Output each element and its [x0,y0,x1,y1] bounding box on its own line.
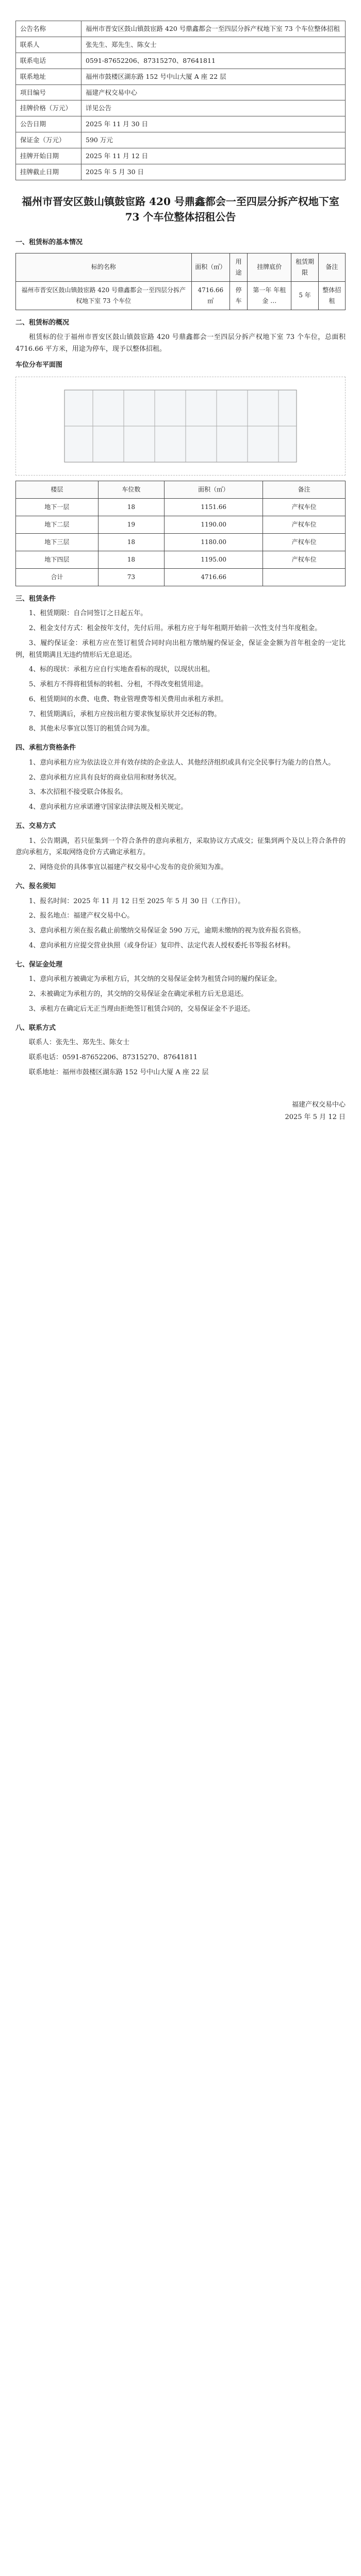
table-cell: 第一年 年租金 … [248,281,291,310]
signature-date: 2025 年 5 月 12 日 [285,1113,346,1122]
table-cell: 5 年 [291,281,318,310]
table-cell: 1190.00 [165,516,263,533]
clause-paragraph: 2、租金支付方式：租金按年支付，先付后用。承租方应于每年租期开始前一次性支付当年度租金。 [29,624,322,632]
meta-value: 2025 年 5 月 30 日 [81,164,346,180]
meta-row [16,164,346,180]
meta-key: 挂牌截止日期 [16,164,81,180]
meta-key: 联系地址 [16,69,81,84]
meta-key: 联系人 [16,37,81,53]
meta-row [16,37,346,53]
table-cell: 18 [98,498,164,516]
clause-paragraph: 联系人：张先生、郑先生、陈女士 [29,1039,130,1047]
column-header: 挂牌底价 [248,253,291,281]
clause-paragraph: 1、意向承租方应为依法设立并有效存续的企业法人、其他经济组织或具有完全民事行为能力的自然人。 [29,758,335,767]
meta-value: 福建产权交易中心 [81,84,346,100]
clause-paragraph: 2、未被确定为承租方的，其交纳的交易保证金在确定承租方后无息退还。 [29,990,248,998]
column-header: 车位数 [98,481,164,498]
table-cell: 整体招租 [318,281,345,310]
column-header: 租赁期限 [291,253,318,281]
table-cell: 合计 [16,568,99,586]
meta-row [16,69,346,84]
table-cell: 福州市晋安区鼓山镇鼓宦路 420 号鼎鑫都会一至四层分拆产权地下室 73 个车位 [16,281,192,310]
table-cell: 产权车位 [263,516,346,533]
table-cell: 停车 [230,281,248,310]
table-cell: 地下一层 [16,498,99,516]
meta-key: 公告名称 [16,21,81,37]
meta-key: 项目编号 [16,84,81,100]
column-header: 楼层 [16,481,99,498]
column-header: 面积（㎡） [191,253,230,281]
plan-heading: 车位分布平面图 [15,361,63,369]
table-cell: 19 [98,516,164,533]
table-cell [263,568,346,586]
meta-table [15,21,346,180]
clause-paragraph: 1、报名时间：2025 年 11 月 12 日至 2025 年 5 月 30 日（工作日）。 [29,897,245,905]
meta-key: 挂牌价格（万元） [16,100,81,116]
meta-row [16,53,346,69]
section-heading: 六、报名须知 [15,882,56,890]
clause-paragraph: 6、租赁期间的水费、电费、物业管理费等相关费用由承租方承担。 [29,695,228,703]
signature-org: 福建产权交易中心 [291,1100,346,1109]
signature-block [15,1099,346,1124]
meta-key: 公告日期 [16,116,81,132]
meta-key: 保证金（万元） [16,132,81,148]
section-heading: 四、承租方资格条件 [15,744,76,752]
clause-paragraph: 1、意向承租方被确定为承租方后，其交纳的交易保证金转为租赁合同的履约保证金。 [29,975,282,984]
page-title: 福州市晋安区鼓山镇鼓宦路 420 号鼎鑫都会一至四层分拆产权地下室 73 个车位整体招租公告 [22,195,339,223]
meta-row [16,21,346,37]
table-row [16,551,346,568]
column-header: 备注 [263,481,346,498]
table-cell: 地下三层 [16,533,99,551]
clause-paragraph: 3、承租方在确定后无正当理由拒绝签订租赁合同的，交易保证金不予退还。 [29,1005,255,1013]
clause-paragraph: 4、标的现状：承租方应自行实地查看标的现状，以现状出租。 [29,666,215,674]
section-heading: 五、交易方式 [15,822,56,830]
clause-paragraph: 5、承租方不得将租赁标的转租、分租，不得改变租赁用途。 [29,681,208,688]
meta-value: 福州市鼓楼区湖东路 152 号中山大厦 A 座 22 层 [81,69,346,84]
meta-value: 福州市晋安区鼓山镇鼓宦路 420 号鼎鑫都会一至四层分拆产权地下室 73 个车位整体招租 [81,21,346,37]
column-header: 用途 [230,253,248,281]
meta-value: 0591-87652206、87315270、87641811 [81,53,346,69]
clause-paragraph: 3、履约保证金：承租方应在签订租赁合同时向出租方缴纳履约保证金，保证金金额为首年租金的一定比例，租赁期满且无违约情形后无息退还。 [15,639,346,659]
clause-paragraph: 4、意向承租方应提交营业执照（或身份证）复印件、法定代表人授权委托书等报名材料。 [29,941,295,950]
table-cell: 4716.66 ㎡ [191,281,230,310]
floor-plan-image [15,377,346,476]
section-heading: 一、租赁标的基本情况 [15,238,83,246]
table-cell: 1195.00 [165,551,263,568]
table-cell: 1180.00 [165,533,263,551]
section-heading: 二、租赁标的概况 [15,318,70,327]
section-heading: 七、保证金处理 [15,960,63,969]
table-cell: 产权车位 [263,498,346,516]
table-row [16,533,346,551]
section-heading: 三、租赁条件 [15,595,56,603]
column-header: 面积（㎡） [165,481,263,498]
clause-paragraph: 3、意向承租方须在报名截止前缴纳交易保证金 590 万元，逾期未缴纳的视为放弃报名资格。 [29,927,305,935]
table-row [16,498,346,516]
clause-paragraph: 8、其他未尽事宜以签订的租赁合同为准。 [29,725,154,733]
clause-paragraph: 2、报名地点：福建产权交易中心。 [29,912,134,920]
meta-row [16,116,346,132]
clause-paragraph: 7、租赁期满后，承租方应按出租方要求恢复原状并交还标的物。 [29,710,221,718]
column-header: 标的名称 [16,253,192,281]
meta-key: 挂牌开始日期 [16,148,81,164]
meta-value: 详见公告 [81,100,346,116]
announcement-page [15,0,346,1145]
column-header: 备注 [318,253,345,281]
clause-paragraph: 1、租赁期限：自合同签订之日起五年。 [29,609,147,618]
table-cell: 4716.66 [165,568,263,586]
floor-plan-svg [62,387,299,465]
meta-row [16,84,346,100]
clause-paragraph: 联系电话：0591-87652206、87315270、87641811 [29,1054,198,1061]
clause-paragraph: 1、公告期满，若只征集到一个符合条件的意向承租方，采取协议方式成交；征集到两个及以上符合条件的意向承租方，采取网络竞价方式确定承租方。 [15,837,346,857]
table-row [16,516,346,533]
table-cell: 18 [98,533,164,551]
total-row [16,568,346,586]
meta-value: 张先生、郑先生、陈女士 [81,37,346,53]
meta-row [16,132,346,148]
table-cell: 产权车位 [263,551,346,568]
clause-paragraph: 4、意向承租方应承诺遵守国家法律法规及相关规定。 [29,803,188,811]
table-cell: 1151.66 [165,498,263,516]
table-cell: 73 [98,568,164,586]
floor-table [15,481,346,586]
meta-value: 2025 年 11 月 30 日 [81,116,346,132]
table-cell: 地下二层 [16,516,99,533]
lease-table [15,253,346,310]
clause-paragraph: 3、本次招租不接受联合体报名。 [29,788,127,796]
table-cell: 18 [98,551,164,568]
clause-paragraph: 2、网络竞价的具体事宜以福建产权交易中心发布的竞价须知为准。 [29,863,228,871]
overview-paragraph: 租赁标的位于福州市晋安区鼓山镇鼓宦路 420 号鼎鑫都会一至四层分拆产权地下室 73 个车位，总面积 4716.66 平方米，用途为停车，现予以整体招租。 [15,333,346,353]
meta-key: 联系电话 [16,53,81,69]
meta-row [16,100,346,116]
table-cell: 产权车位 [263,533,346,551]
table-cell: 地下四层 [16,551,99,568]
section-heading: 八、联系方式 [15,1024,56,1032]
meta-value: 590 万元 [81,132,346,148]
meta-value: 2025 年 11 月 12 日 [81,148,346,164]
clause-paragraph: 联系地址：福州市鼓楼区湖东路 152 号中山大厦 A 座 22 层 [29,1068,209,1076]
clause-paragraph: 2、意向承租方应具有良好的商业信用和财务状况。 [29,773,181,782]
meta-row [16,148,346,164]
